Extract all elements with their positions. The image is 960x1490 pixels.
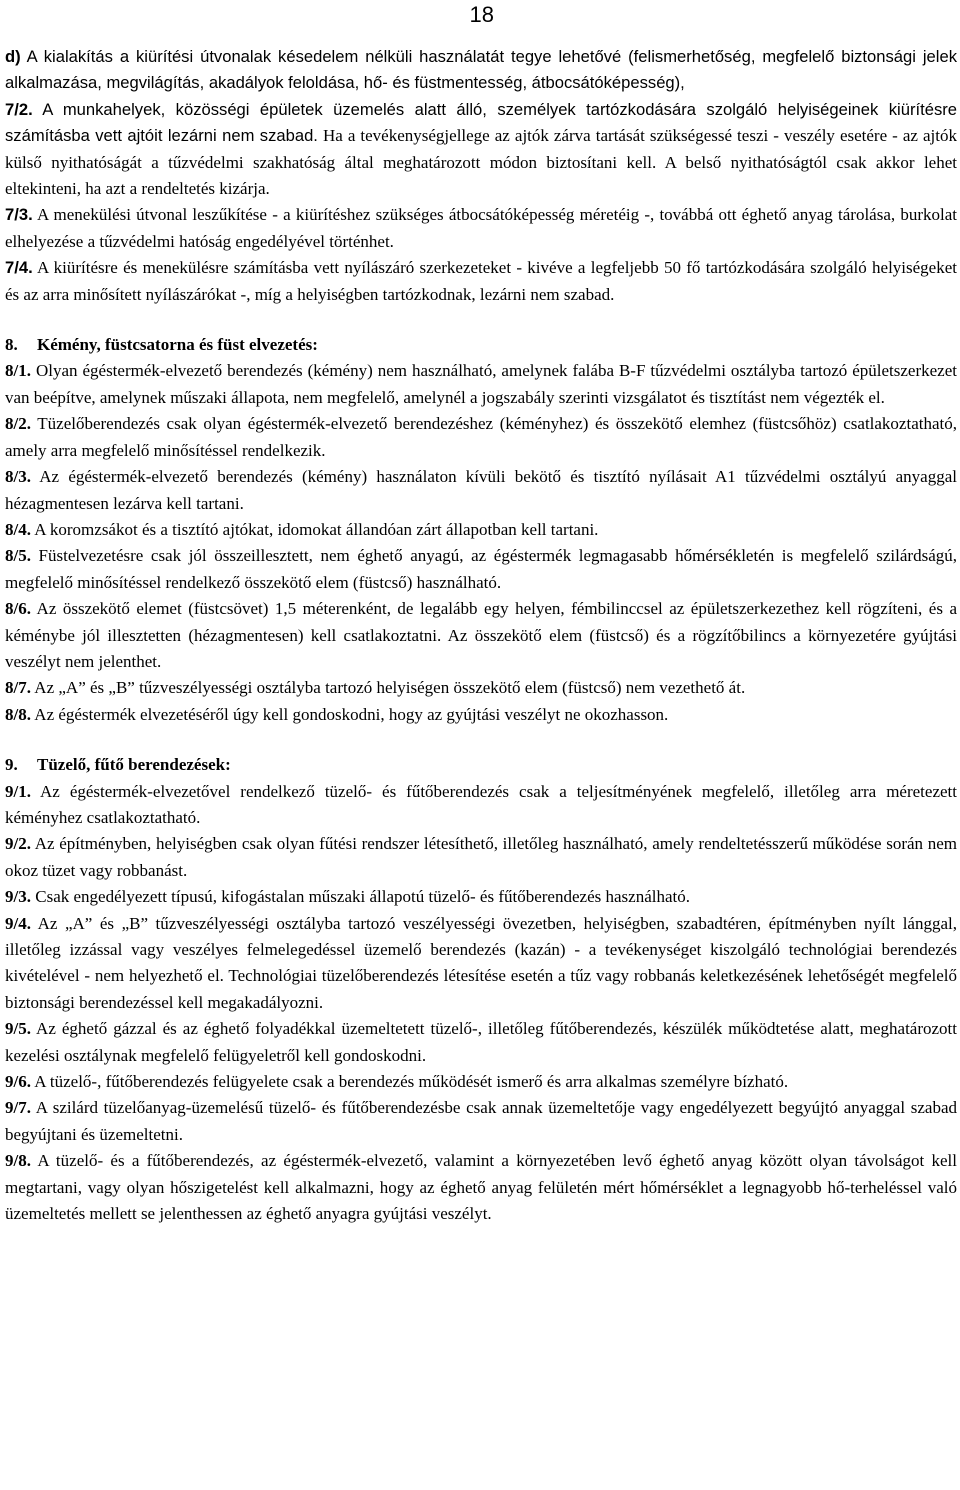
paragraph-text: A kialakítás a kiürítési útvonalak késedelem nélküli használatát tegye lehetővé (felismerhetőség, megfelelő biztonsági jelek alkalmazása, megvilágítás, akadályok feloldása, hő- és füstmentesség, átbocsátóképesség), — [5, 47, 957, 93]
paragraph-lead: 9/5. — [5, 1019, 31, 1039]
paragraph-lead: 9/1. — [5, 781, 31, 801]
paragraph-text: Olyan égéstermék-elvezető berendezés (kémény) nem használható, amelynek falába B-F tűzvédelmi osztályba tartozó épületszerkezet van beépítve, amelynek műszaki állapota, nem megfelelő, amelynél a jogszabály szerinti vizsgálatot és tisztítást nem végezték el. — [5, 361, 957, 407]
paragraph-text: Az „A” és „B” tűzveszélyességi osztályba tartozó helyiségen összekötő elem (füstcső) nem vezethető át. — [30, 678, 746, 698]
paragraph-lead: 7/3. — [5, 205, 33, 225]
paragraph-lead: 8/5. — [5, 546, 31, 566]
paragraph-9-2 — [5, 831, 957, 884]
section-title: Tüzelő, fűtő berendezések: — [37, 755, 231, 775]
paragraph-text: Füstelvezetésre csak jól összeillesztett, nem éghető anyagú, az égéstermék legmagasabb hőmérsékletén is megfelelő szilárdságú, megfelelő minősítéssel rendelkező összekötő elem (füstcső) használható. — [5, 546, 957, 592]
paragraph-text: Az éghető gázzal és az éghető folyadékkal üzemeltetett tüzelő-, illetőleg fűtőberendezés, készülék működtetése alatt, meghatározott kezelési osztálynak megfelelő felügyeletről kell gondoskodni. — [5, 1019, 957, 1065]
paragraph-lead: 8/4. — [5, 519, 31, 539]
section-number: 8. — [5, 335, 18, 355]
paragraph-9-4 — [5, 911, 957, 1017]
section-number: 9. — [5, 755, 18, 775]
page-number: 18 — [469, 2, 494, 27]
paragraph-text: Csak engedélyezett típusú, kifogástalan műszaki állapotú tüzelő- és fűtőberendezés használható. — [30, 887, 690, 907]
document-body — [5, 44, 957, 1227]
paragraph-lead: d) — [5, 47, 21, 66]
paragraph-text: Az égéstermék-elvezető berendezés (kémény) használaton kívüli bekötő és tisztító nyílásait A1 tűzvédelmi osztályú anyaggal hézagmentesen lezárva kell tartani. — [5, 467, 957, 513]
paragraph-lead: 8/7. — [5, 678, 31, 698]
paragraph-9-8 — [5, 1148, 957, 1227]
paragraph-8-1 — [5, 358, 957, 411]
paragraph-lead: 9/6. — [5, 1072, 31, 1092]
paragraph-8-3 — [5, 464, 957, 517]
paragraph-lead: 8/1. — [5, 361, 31, 381]
paragraph-text: A tüzelő-, fűtőberendezés felügyelete csak a berendezés működését ismerő és arra alkalmas személyre bízható. — [30, 1072, 789, 1092]
paragraph-lead: 9/8. — [5, 1151, 31, 1171]
section-heading-8 — [5, 332, 957, 358]
paragraph-8-6 — [5, 596, 957, 675]
paragraph-text: Tüzelőberendezés csak olyan égéstermék-elvezető berendezéshez (kéményhez) és összekötő elemhez (füstcsőhöz) csatlakoztatható, amely arra megfelelő minősítéssel rendelkezik. — [5, 414, 957, 460]
paragraph-9-6 — [5, 1069, 957, 1095]
paragraph-text: Az építményben, helyiségben csak olyan fűtési rendszer létesíthető, illetőleg használható, amely rendeltetésszerű működése során nem okoz tüzet vagy robbanást. — [5, 834, 957, 880]
paragraph-text-sans: A munkahelyek, közösségi épületek üzemelés alatt álló, személyek tartózkodására szolgáló helyiségeinek kiürítésre számításba vett ajtóit lezárni nem szabad. — [5, 99, 957, 146]
paragraph-d — [5, 44, 957, 97]
paragraph-text: A koromzsákot és a tisztító ajtókat, idomokat állandóan zárt állapotban kell tartani. — [30, 519, 599, 539]
paragraph-7-3 — [5, 202, 957, 255]
paragraph-8-2 — [5, 411, 957, 464]
paragraph-9-5 — [5, 1016, 957, 1069]
paragraph-lead: 9/4. — [5, 913, 31, 933]
paragraph-lead: 8/8. — [5, 704, 31, 724]
paragraph-9-1 — [5, 779, 957, 832]
paragraph-lead: 9/7. — [5, 1098, 31, 1118]
paragraph-text: Az égéstermék-elvezetővel rendelkező tüzelő- és fűtőberendezés csak a teljesítményének megfelelő, illetőleg arra méretezett kéményhez csatlakoztatható. — [5, 781, 957, 827]
paragraph-lead: 9/3. — [5, 887, 31, 907]
paragraph-7-2 — [5, 97, 957, 203]
paragraph-lead: 8/6. — [5, 599, 31, 619]
section-title: Kémény, füstcsatorna és füst elvezetés: — [37, 335, 318, 355]
paragraph-text: Ha a tevékenységjellege az ajtók zárva tartását szükségessé teszi - veszély esetére - az ajtók külső nyithatóságát a tűzvédelmi szakhatóság által meghatározott módon biztosítani kell. A belső nyithatóságtól csak akkor lehet eltekinteni, ha azt a rendeltetés kizárja. — [5, 126, 957, 199]
paragraph-text: A tüzelő- és a fűtőberendezés, az égéstermék-elvezető, valamint a környezetében levő éghető anyag között olyan távolságot kell megtartani, vagy olyan hőszigetelést kell alkalmazni, hogy az éghető anyag felületén mért hőmérséklet a legnagyobb hő-terheléssel való üzemeltetés mellett se jelenthessen az éghető anyagra gyújtási veszélyt. — [5, 1151, 957, 1224]
paragraph-8-8 — [5, 702, 957, 728]
section-heading-9 — [5, 752, 957, 778]
paragraph-lead: 8/2. — [5, 414, 31, 434]
paragraph-lead: 7/2. — [5, 99, 33, 119]
paragraph-8-4 — [5, 517, 957, 543]
paragraph-text: A szilárd tüzelőanyag-üzemelésű tüzelő- és fűtőberendezésbe csak annak üzemeltetője vagy engedélyezett begyújtó anyaggal szabad begyújtani és üzemeltetni. — [5, 1098, 957, 1144]
paragraph-8-7 — [5, 675, 957, 701]
paragraph-9-7 — [5, 1095, 957, 1148]
paragraph-text: A menekülési útvonal leszűkítése - a kiürítéshez szükséges átbocsátóképesség méretéig -, továbbá ott éghető anyag tárolása, burkolat elhelyezése a tűzvédelmi hatóság engedélyével történhet. — [5, 205, 957, 251]
paragraph-text: Az „A” és „B” tűzveszélyességi osztályba tartozó veszélyességi övezetben, helyiségben, szabadtéren, építményben nyílt lánggal, illetőleg izzással vagy veszélyes felmelegedéssel üzemelő berendezés (kazán) - a tevékenységet kiszolgáló technológiai berendezés kivételével - nem helyezhető el. Technológiai tüzelőberendezés létesítése esetén a tűz vagy robbanás keletkezésének lehetőségét megfelelő biztonsági berendezéssel kell megakadályozni. — [5, 913, 957, 1012]
paragraph-lead: 7/4. — [5, 258, 33, 278]
paragraph-7-4 — [5, 255, 957, 308]
paragraph-lead: 8/3. — [5, 467, 31, 487]
paragraph-9-3 — [5, 884, 957, 910]
paragraph-lead: 9/2. — [5, 834, 31, 854]
paragraph-8-5 — [5, 543, 957, 596]
paragraph-text: Az összekötő elemet (füstcsövet) 1,5 méterenként, de legalább egy helyen, fémbilinccsel az épületszerkezethez kell rögzíteni, és a kéménybe jól illesztetten (hézagmentesen) kell csatlakoztatni. Az összekötő elem (füstcső) és a rögzítőbilincs a környezetére gyújtási veszélyt nem jelenthet. — [5, 599, 957, 671]
paragraph-text: Az égéstermék elvezetéséről úgy kell gondoskodni, hogy az gyújtási veszélyt ne okozhasson. — [30, 704, 669, 724]
paragraph-text: A kiürítésre és menekülésre számításba vett nyílászáró szerkezeteket - kivéve a legfeljebb 50 fő tartózkodására szolgáló helyiségeket és az arra minősített nyílászárókat -, míg a helyiségben tartózkodnak, lezárni nem szabad. — [5, 258, 957, 304]
